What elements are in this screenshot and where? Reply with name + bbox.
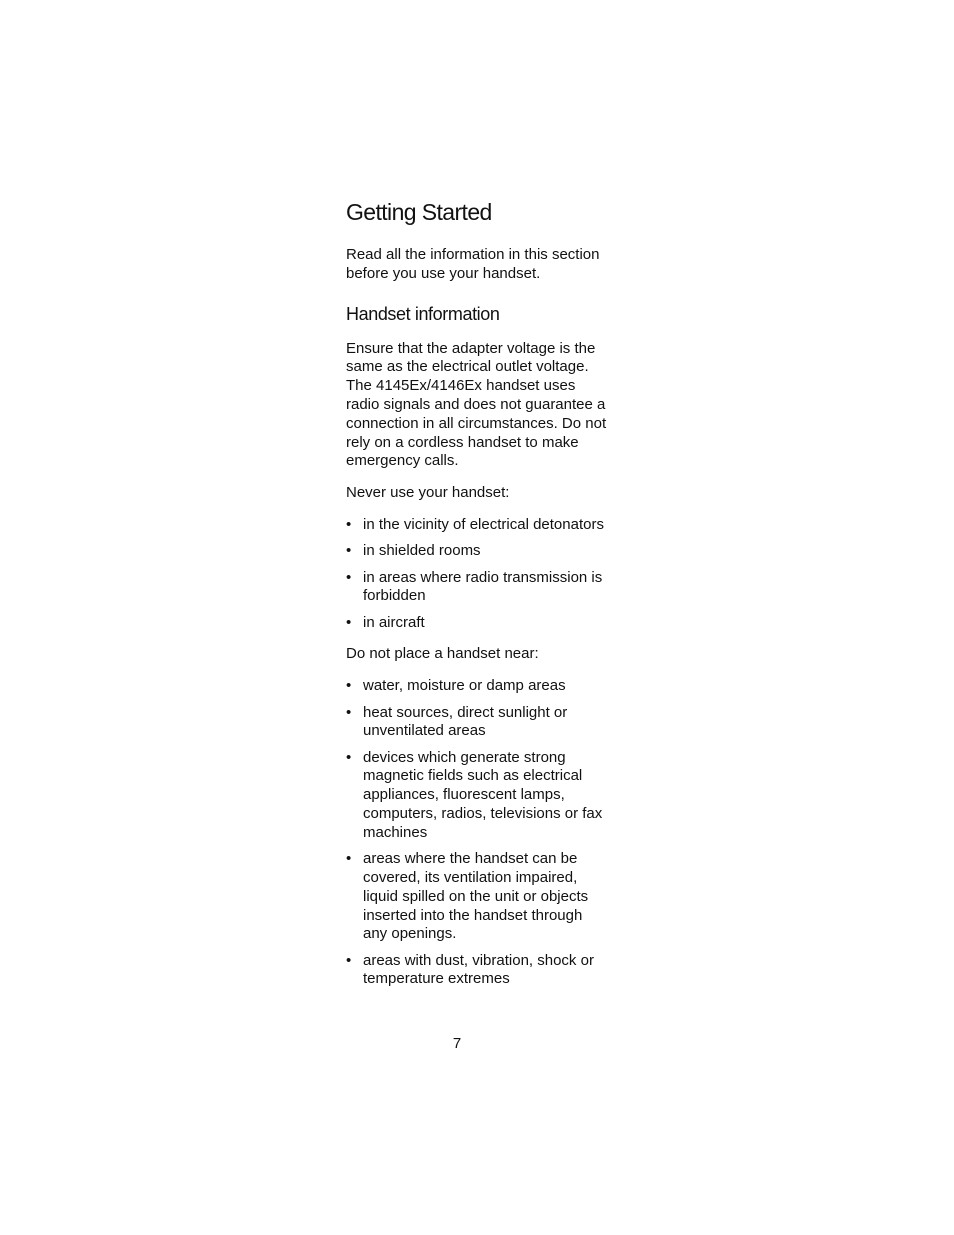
list-item: • in shielded rooms	[346, 542, 481, 560]
bullet-icon: •	[346, 515, 352, 533]
content-column	[346, 196, 608, 1002]
list-item: • areas where the handset can be covered, its ventilation impaired, liquid spilled on the unit or objects inserted into the handset through any openings.	[346, 850, 589, 943]
bullet-icon: •	[346, 850, 352, 868]
list-item: • areas with dust, vibration, shock or temperature extremes	[346, 951, 594, 988]
list-item: • water, moisture or damp areas	[346, 677, 566, 695]
bullet-icon: •	[346, 677, 352, 695]
list-item: • in the vicinity of electrical detonators	[346, 515, 604, 533]
never-use-lead: Never use your handset:	[346, 484, 510, 502]
do-not-place-lead: Do not place a handset near:	[346, 645, 539, 663]
page-number: 7	[452, 1035, 462, 1052]
bullet-icon: •	[346, 542, 352, 560]
handset-info-paragraph: Ensure that the adapter voltage is the same as the electrical outlet voltage. The 4145Ex/4146Ex handset uses radio signals and does not guarantee a connection in all circumstances. Do not rely on a cordless handset to make emergency calls.	[346, 339, 607, 470]
page-title: Getting Started	[346, 199, 492, 225]
list-item: • heat sources, direct sunlight or unventilated areas	[346, 703, 568, 740]
do-not-place-list	[346, 677, 608, 989]
bullet-icon: •	[346, 568, 352, 586]
intro-paragraph: Read all the information in this section before you use your handset.	[346, 246, 600, 282]
bullet-icon: •	[346, 703, 352, 721]
bullet-icon: •	[346, 613, 352, 631]
bullet-icon: •	[346, 951, 352, 969]
list-item: • in areas where radio transmission is forbidden	[346, 568, 603, 605]
section-heading: Handset information	[346, 303, 500, 324]
list-item: • in aircraft	[346, 613, 425, 631]
list-item: • devices which generate strong magnetic fields such as electrical appliances, fluorescent lamps, computers, radios, televisions or fax machines	[346, 748, 603, 841]
never-use-list	[346, 516, 608, 632]
bullet-icon: •	[346, 748, 352, 766]
